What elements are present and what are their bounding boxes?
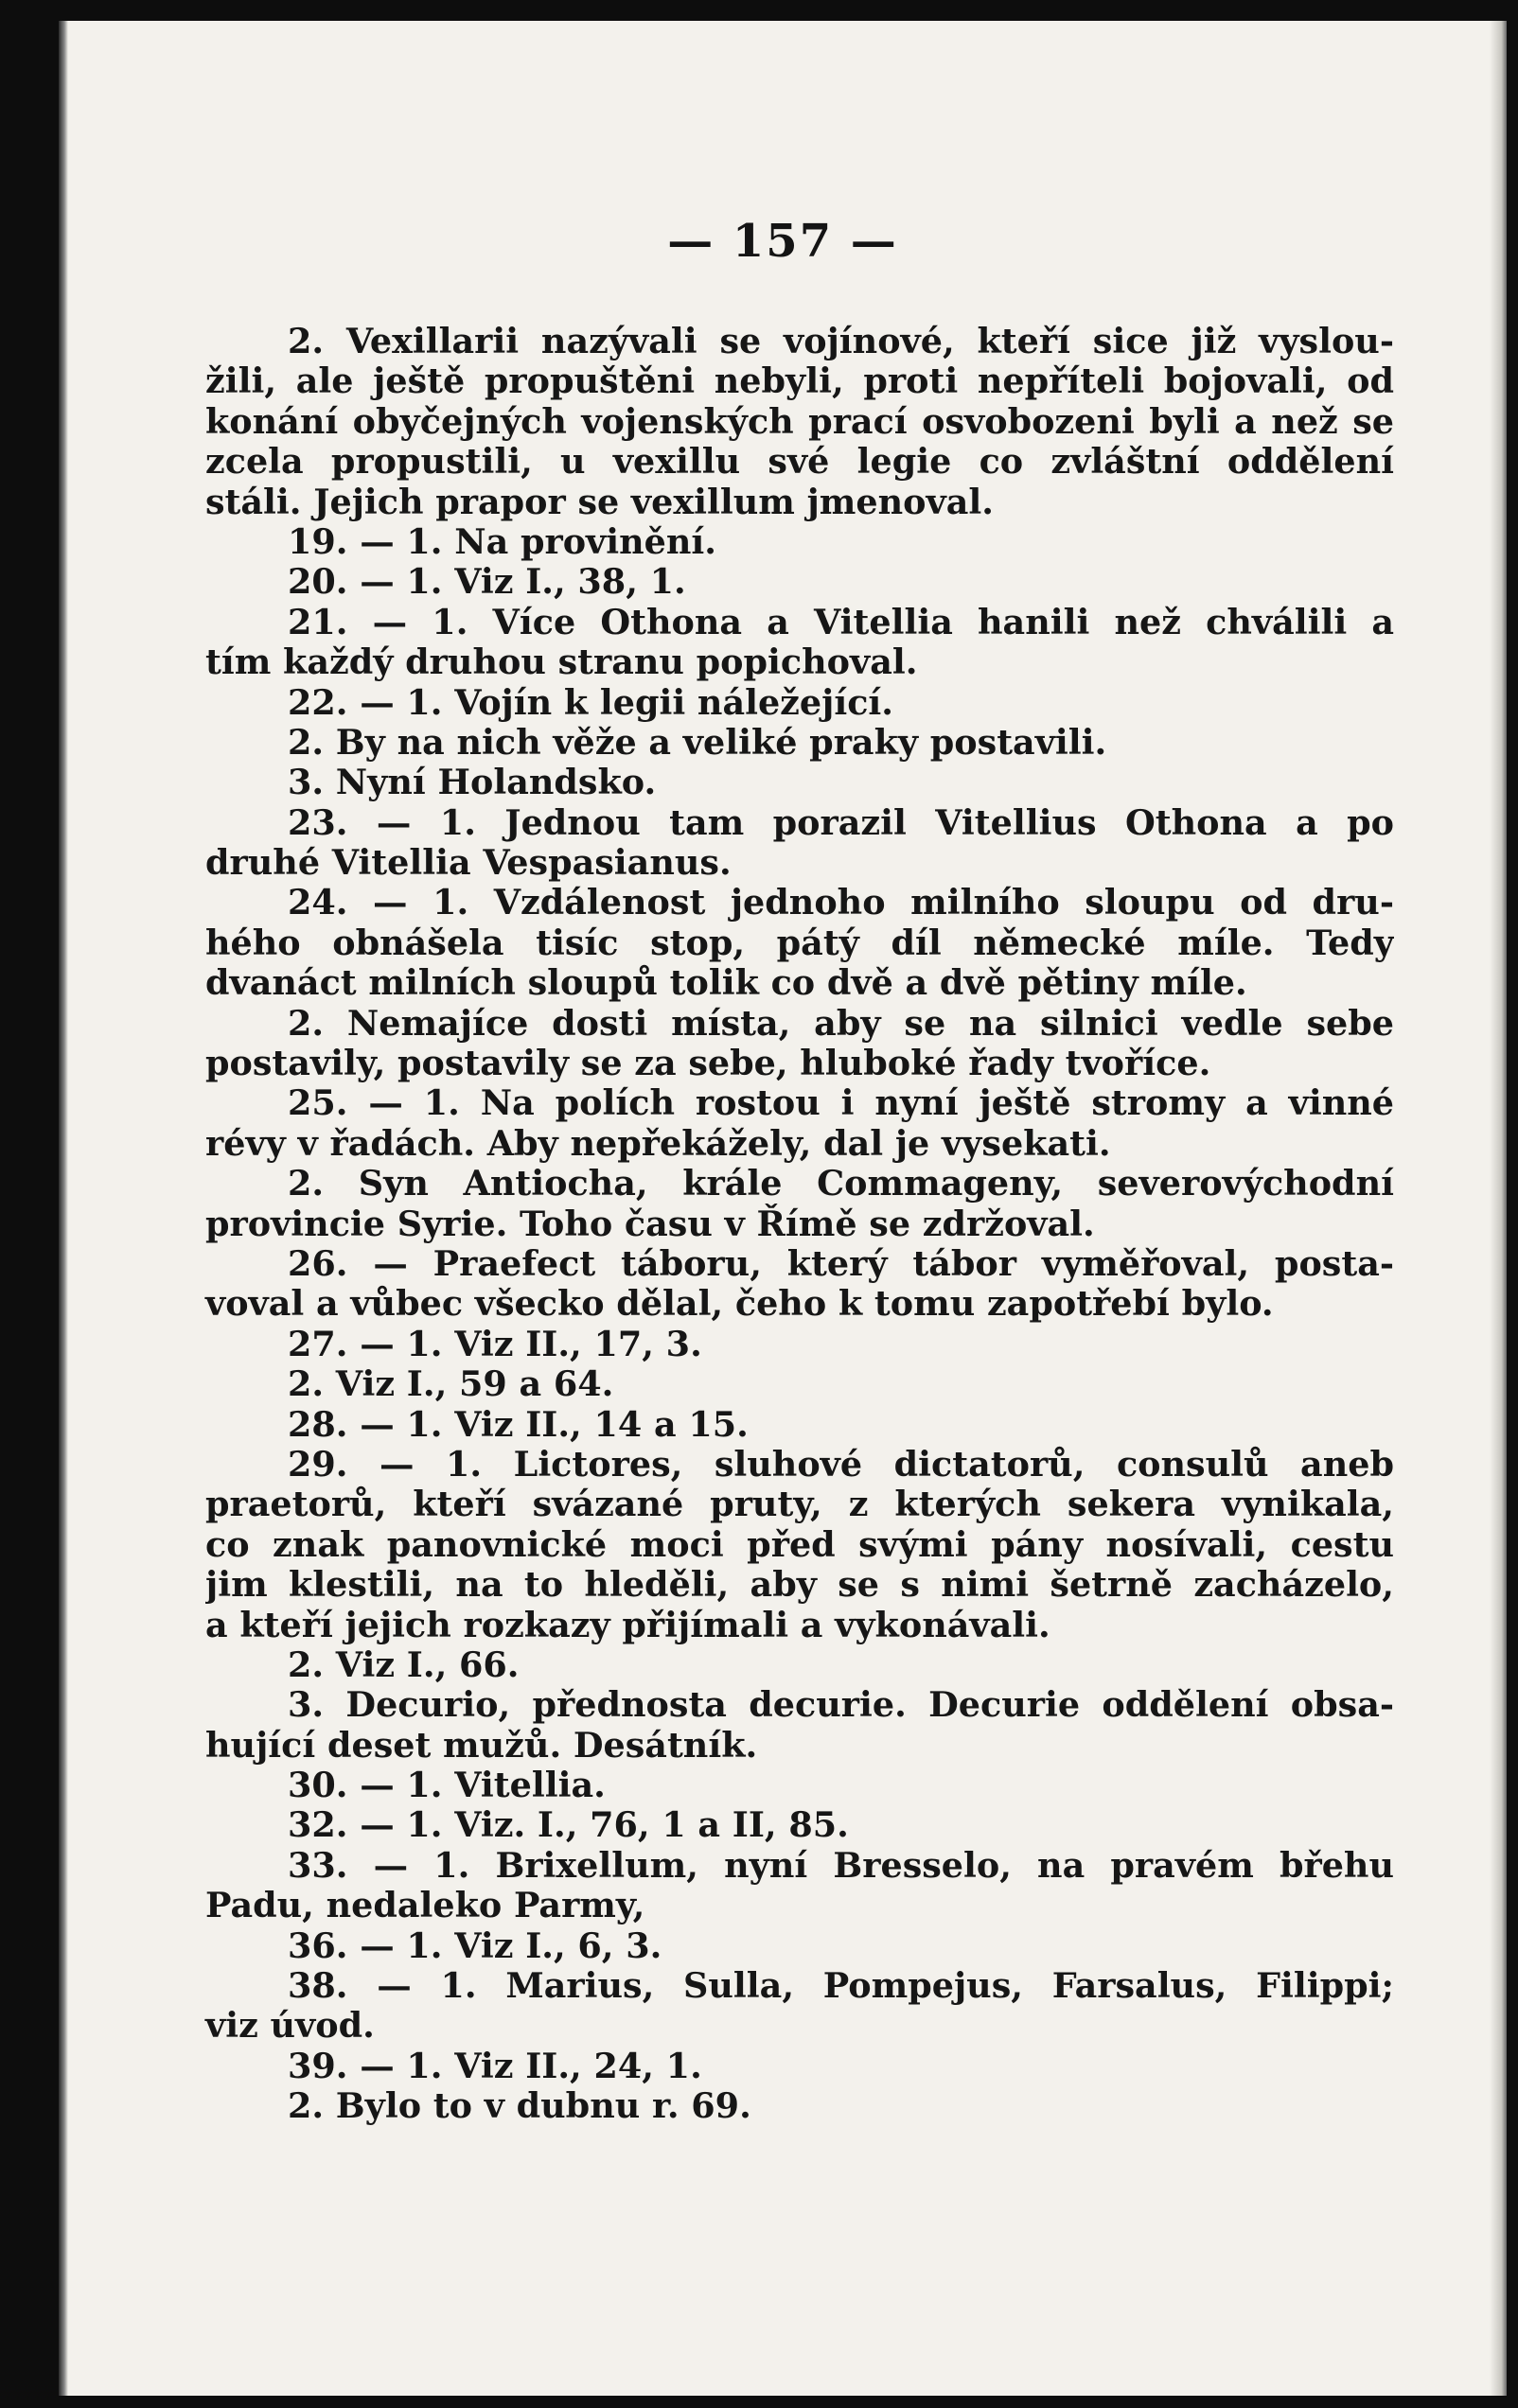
text-line: 32. — 1. Viz. I., 76, 1 a II, 85. [288,1804,849,1846]
text-line: konání obyčejných vojenských prací osvobozeni byli a než se [205,401,1394,442]
text-line: 29. — 1. Lictores, sluhové dictatorů, consulů aneb [288,1444,1394,1485]
text-line: hého obnášela tisíc stop, pátý díl německé míle. Tedy [205,923,1394,963]
text-line: 2. Nemajíce dosti místa, aby se na silnici vedle sebe [288,1003,1394,1044]
text-line: 2. By na nich věže a veliké praky postavili. [288,721,1107,763]
text-line: druhé Vitellia Vespasianus. [205,842,732,884]
text-line: 19. — 1. Na provinění. [288,520,716,562]
text-line: 24. — 1. Vzdálenost jednoho milního sloupu od dru- [288,883,1394,923]
text-line: 36. — 1. Viz I., 6, 3. [288,1925,662,1966]
text-line: 27. — 1. Viz II., 17, 3. [288,1323,702,1364]
text-line: provincie Syrie. Toho času v Římě se zdržoval. [205,1203,1095,1244]
text-line: 2. Syn Antiocha, krále Commageny, severovýchodní [288,1164,1394,1204]
text-line: 38. — 1. Marius, Sulla, Pompejus, Farsalus, Filippi; [288,1966,1394,2007]
text-line: co znak panovnické moci před svými pány nosívali, cestu [205,1524,1394,1565]
text-line: 33. — 1. Brixellum, nyní Bresselo, na pravém břehu [288,1845,1394,1886]
book-page [59,21,1507,2396]
text-line: 23. — 1. Jednou tam porazil Vitellius Othona a po [288,802,1394,843]
text-line: praetorů, kteří svázané pruty, z kterých sekera vynikala, [205,1485,1394,1525]
text-line: 26. — Praefect táboru, který tábor vyměřoval, posta- [288,1243,1394,1284]
text-line: dvanáct milních sloupů tolik co dvě a dvě pětiny míle. [205,962,1247,1004]
text-line: voval a vůbec všecko dělal, čeho k tomu zapotřebí bylo. [205,1283,1274,1325]
text-line: jim klestili, na to hleděli, aby se s nimi šetrně zacházelo, [205,1565,1394,1606]
text-line: 2. Viz I., 59 a 64. [288,1363,614,1405]
notes-text-block [205,322,1394,2127]
text-line: 25. — 1. Na polích rostou i nyní ještě stromy a vinné [288,1083,1394,1124]
text-line: 2. Viz I., 66. [288,1643,520,1685]
text-line: 2. Bylo to v dubnu r. 69. [288,2085,751,2127]
text-line: stáli. Jejich prapor se vexillum jmenoval. [205,481,994,522]
text-line: hující deset mužů. Desátník. [205,1724,758,1766]
text-line: 3. Decurio, přednosta decurie. Decurie oddělení obsa- [288,1685,1394,1726]
text-line: 22. — 1. Vojín k legii náležející. [288,681,893,723]
text-line: postavily, postavily se za sebe, hluboké řady tvoříce. [205,1043,1211,1084]
page-spine-shadow [59,21,68,2396]
text-line: žili, ale ještě propuštěni nebyli, proti nepříteli bojovali, od [205,361,1394,402]
text-line: 39. — 1. Viz II., 24, 1. [288,2045,702,2086]
page-number: — 157 — [667,215,898,268]
page-edge-shadow [1490,21,1507,2396]
text-line: Padu, nedaleko Parmy, [205,1885,645,1926]
text-line: 28. — 1. Viz II., 14 a 15. [288,1403,749,1445]
text-line: 2. Vexillarii nazývali se vojínové, kteří sice již vyslou- [288,322,1394,361]
text-line: 20. — 1. Viz I., 38, 1. [288,561,686,603]
text-line: 30. — 1. Vitellia. [288,1765,606,1806]
text-line: 21. — 1. Více Othona a Vitellia hanili než chválili a [288,602,1394,642]
text-line: révy v řadách. Aby nepřekážely, dal je vysekati. [205,1122,1111,1164]
text-line: 3. Nyní Holandsko. [288,762,657,803]
text-line: tím každý druhou stranu popichoval. [205,642,918,683]
text-line: zcela propustili, u vexillu své legie co zvláštní oddělení [205,442,1394,483]
text-line: viz úvod. [205,2005,375,2047]
text-line: a kteří jejich rozkazy přijímali a vykonávali. [205,1604,1050,1645]
